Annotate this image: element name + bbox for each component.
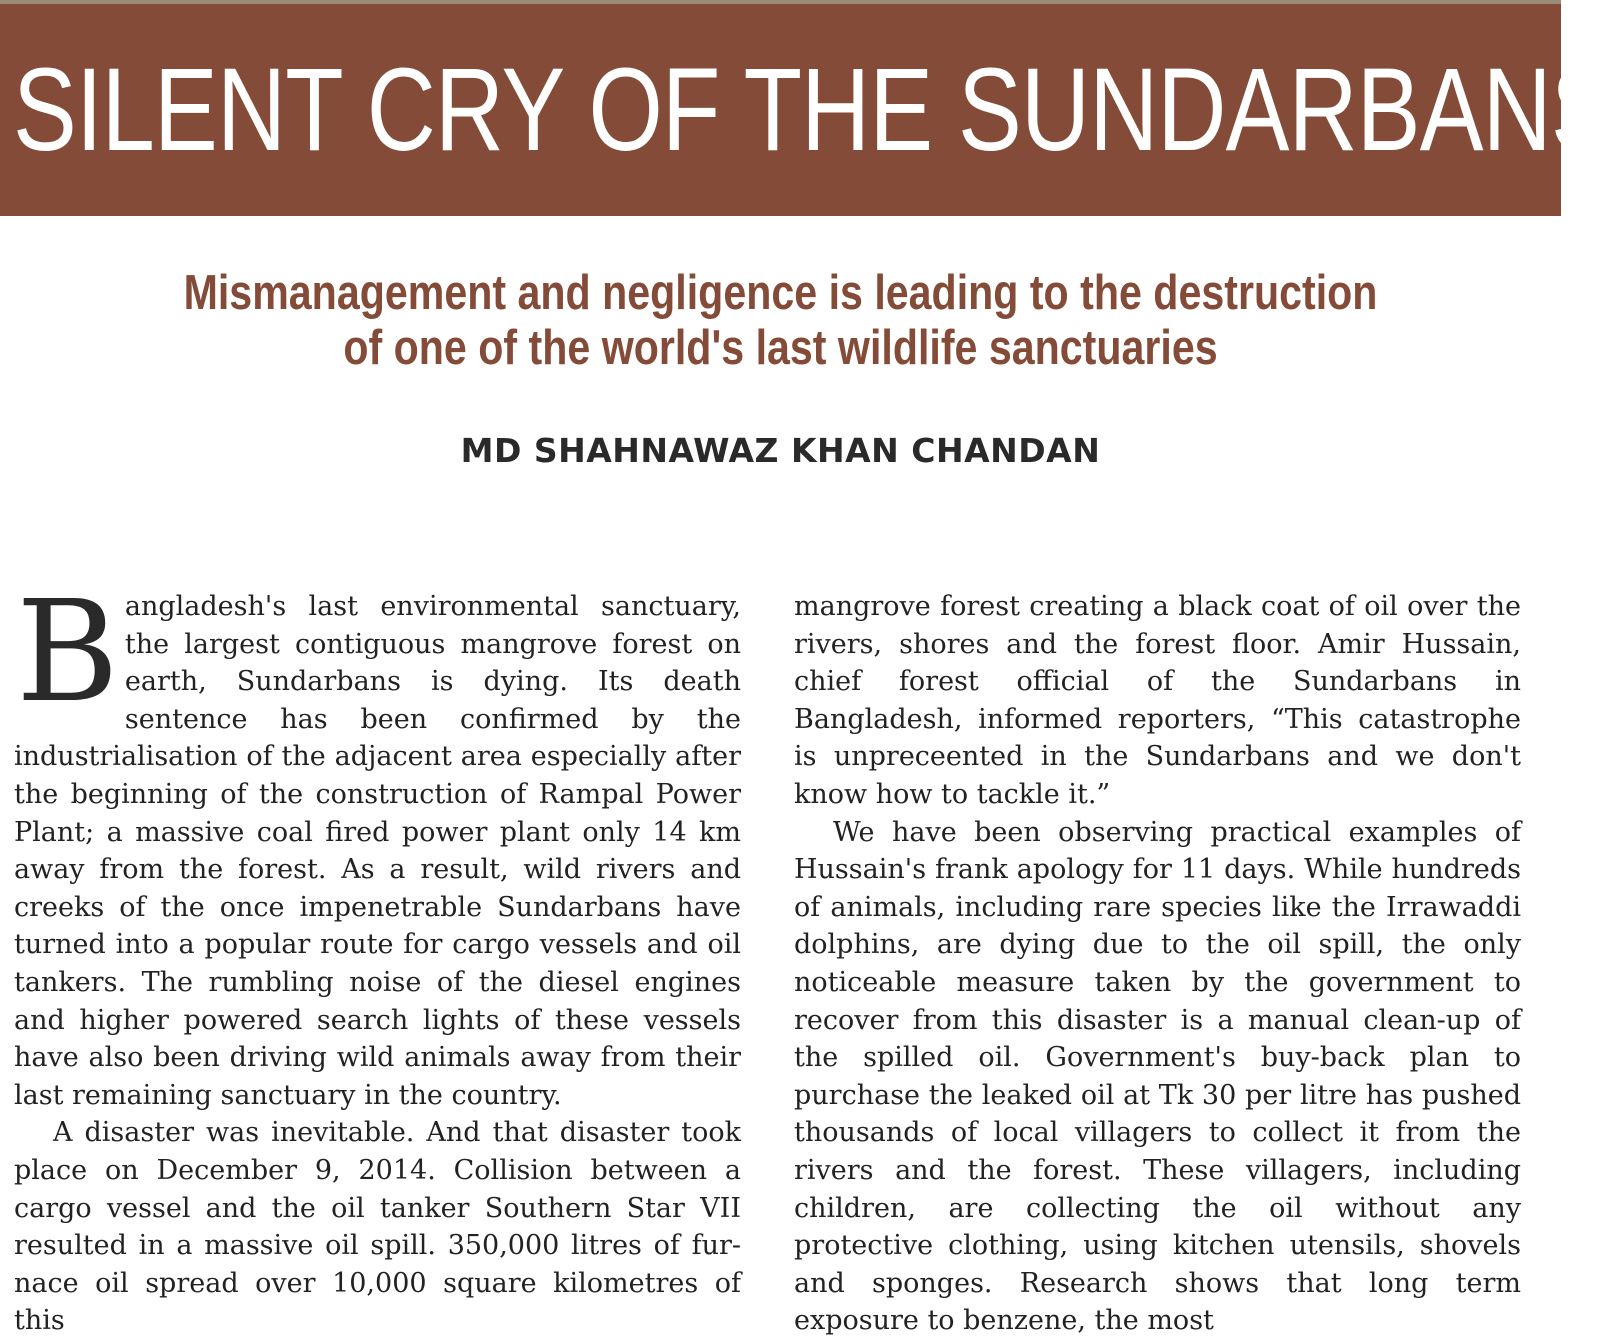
left-paragraph-1 [14, 571, 741, 1114]
left-paragraph-1-text: angladesh's last environmental sanctuary, the largest contiguous mangrove forest on earth, Sundarbans is dying. Its death sentence has been confirmed by the industrialisation of the adjacent area especially after the beginning of the construction of Rampal Power Plant; a massive coal fired power plant only 14 km away from the forest. As a result, wild rivers and creeks of the once impenetrable Sundarbans have turned into a popular route for cargo vessels and oil tankers. The rumbling noise of the diesel engines and higher powered search lights of these vessels have also been driving wild animals away from their last remaining sanctuary in the country. [14, 591, 741, 1111]
deck-line-2: of one of the world's last wildlife sanctuaries [343, 321, 1218, 375]
article-headline: SILENT CRY OF THE SUNDARBANS [13, 44, 1614, 176]
body-column-right [794, 588, 1521, 1340]
right-paragraph-2: We have been observing practical examples of Hussain's frank apology for 11 days. While hundreds of animals, including rare species like the Irrawaddi dolphins, are dying due to the oil spill, the only noticeable measure taken by the government to recover from this disaster is a manual clean-up of the spilled oil. Government's buy-back plan to purchase the leaked oil at Tk 30 per litre has pushed thousands of local villagers to collect it from the rivers and the forest. These villagers, including children, are collecting the oil without any protective clothing, using kitchen utensils, shovels and sponges. Research shows that long term exposure to benzene, the most [794, 816, 1521, 1337]
author-byline: MD SHAHNAWAZ KHAN CHANDAN [460, 431, 1101, 470]
body-column-left [14, 571, 741, 1340]
left-paragraph-2: A disaster was inevitable. And that disaster took place on December 9, 2014. Collision between a cargo vessel and the oil tanker Southern Star VII resulted in a massive oil spill. 350,000 litres of furnace oil spread over 10,000 square kilometres of this [14, 1117, 741, 1337]
drop-cap: B [16, 571, 119, 734]
deck-line-1: Mismanagement and negligence is leading to the destruction [183, 266, 1378, 320]
right-paragraph-1: mangrove forest creating a black coat of oil over the rivers, shores and the forest floor. Amir Hussain, chief forest official of the Sundarbans in Bangladesh, informed reporters, “This catastrophe is unpreceented in the Sundarbans and we don't know how to tackle it.” [794, 591, 1521, 810]
headline-banner [0, 4, 1614, 216]
article-deck [0, 266, 1561, 376]
